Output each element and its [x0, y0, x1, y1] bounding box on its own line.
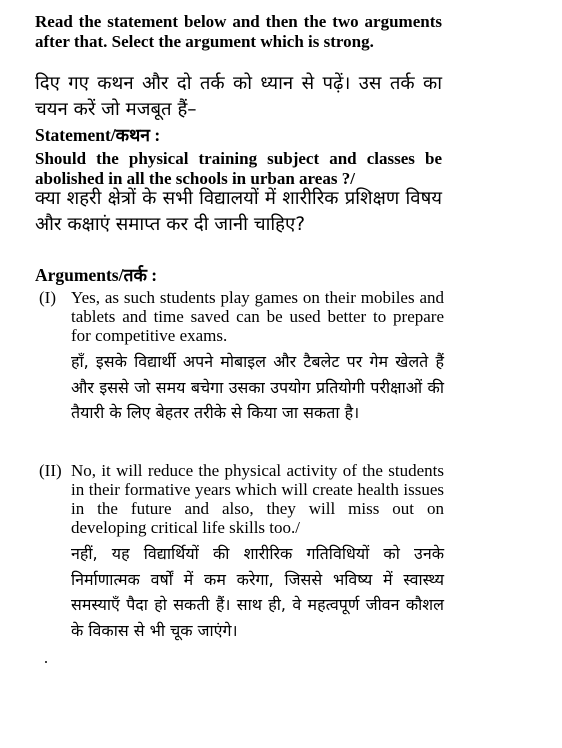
statement-heading: Statement/कथन :	[35, 125, 161, 145]
question-hindi: दिए गए कथन और दो तर्क को ध्यान से पढ़ें। उस तर्क का चयन करें जो मजबूत हैं–	[35, 73, 442, 120]
argument-number: (II)	[39, 461, 62, 480]
argument-hindi: हाँ, इसके विद्यार्थी अपने मोबाइल और टैबलेट पर गेम खेलते हैं और इससे जो समय बचेगा उसका उपयोग प्रतियोगी परीक्षाओं की तैयारी के लिए बेहतर तरीके से किया जा सकता है।	[71, 352, 444, 422]
argument-hindi: नहीं, यह विद्यार्थियों की शारीरिक गतिविधियों को उनके निर्माणात्मक वर्षों में कम करेगा, जिससे भविष्य में स्वास्थ्य समस्याएँ पैदा हो सकती हैं। साथ ही, वे महत्वपूर्ण जीवन कौशल के विकास से भी चूक जाएंगे।	[71, 544, 444, 640]
argument-english: No, it will reduce the physical activity of the students in their formative years which will create health issues in the future and also, they will miss out on developing critical life skills too./	[71, 461, 444, 537]
stray-dot	[45, 661, 47, 663]
argument-number: (I)	[39, 288, 56, 307]
argument-english: Yes, as such students play games on their mobiles and tablets and time saved can be used better to prepare for competitive exams.	[71, 288, 444, 345]
statement-english: Should the physical training subject and classes be abolished in all the schools in urban areas ?/	[35, 149, 442, 188]
arguments-heading: Arguments/तर्क :	[35, 265, 158, 285]
statement-hindi: क्या शहरी क्षेत्रों के सभी विद्यालयों में शारीरिक प्रशिक्षण विषय और कक्षाएं समाप्त कर दी जानी चाहिए?	[35, 188, 442, 235]
question-english: Read the statement below and then the two arguments after that. Select the argument which is strong.	[35, 12, 442, 51]
